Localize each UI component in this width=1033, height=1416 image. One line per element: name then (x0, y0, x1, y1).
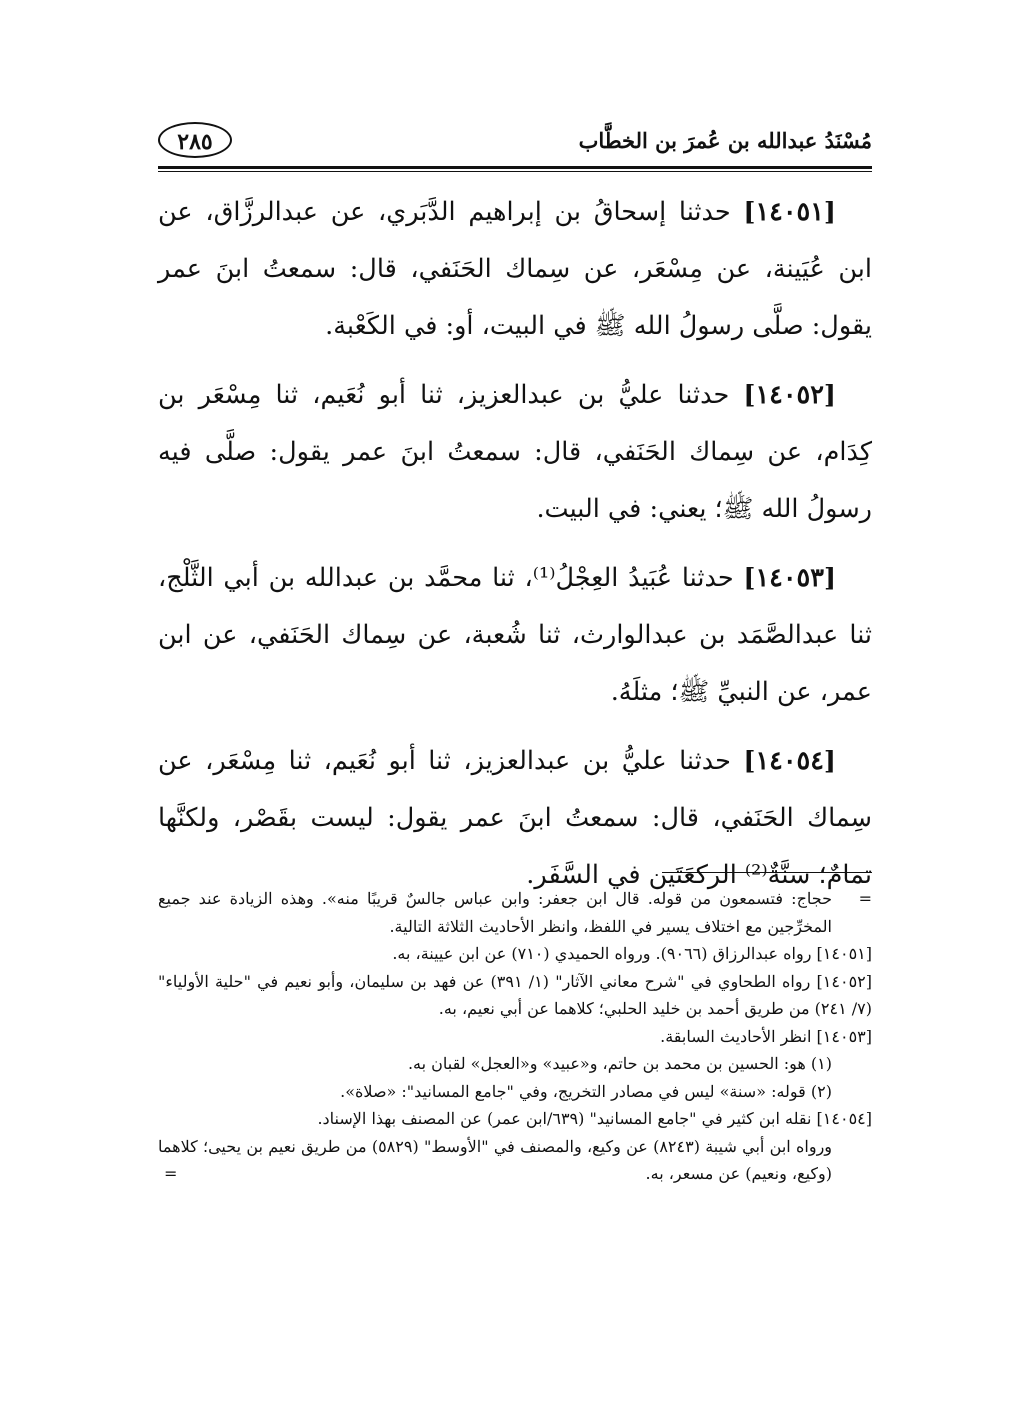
footnote-text: ورواه ابن أبي شيبة (٨٢٤٣) عن وكيع، والمصنف في "الأوسط" (٥٨٢٩) من طريق نعيم بن يحيى؛ كلاهما (وكيع، ونعيم) عن مسعر، به. (158, 1136, 833, 1183)
hadith-text: حدثنا عليُّ بن عبدالعزيز، ثنا أبو نُعَيم، ثنا مِسْعَر، عن سِماك الحَنَفي، قال: سمعتُ ابنَ عمر يقول: ليست بقَصْر، ولكنَّها تمامٌ؛ سنَّةٌ⁽²⁾ الركعَتَين في السَّفَر. (158, 746, 872, 890)
footnote-text: حجاج: فتسمعون من قوله. قال ابن جعفر: وابن عباس جالسٌ قريبًا منه». وهذه الزيادة عند جميع المخرِّجين مع اختلاف يسير في اللفظ، وانظر الأحاديث الثلاثة التالية. (158, 889, 832, 936)
footnote-subitem: (٢) قوله: «سنة» ليس في مصادر التخريج، وفي "جامع المسانيد": «صلاة». (340, 1081, 832, 1101)
end-marker: = (164, 1164, 178, 1183)
footnote-subitem: (١) هو: الحسين بن محمد بن حاتم، و«عبيد» و«العجل» لقبان به. (407, 1054, 832, 1073)
footnote-item: [١٤٠٥١] رواه عبدالرزاق (٩٠٦٦). ورواه الحميدي (٧١٠) عن ابن عيينة، به. (392, 944, 872, 963)
hadith-text: حدثنا إسحاقُ بن إبراهيم الدَّبَري، عن عبدالرزَّاق، عن ابن عُيَينة، عن مِسْعَر، عن سِماك الحَنَفي، قال: سمعتُ ابنَ عمر يقول: صلَّى رسولُ الله ﷺ في البيت، أو: في الكَعْبة. (158, 197, 872, 341)
hadith-number: [١٤٠٥٣] (743, 563, 837, 593)
page-number: ٢٨٥ (158, 122, 232, 158)
hadith-text: حدثنا عليُّ بن عبدالعزيز، ثنا أبو نُعَيم، ثنا مِسْعَر بن كِدَام، عن سِماك الحَنَفي، قال: سمعتُ ابنَ عمر يقول: صلَّى فيه رسولُ الله ﷺ؛ يعني: في البيت. (158, 380, 872, 524)
footnote-item: [١٤٠٥٤] نقله ابن كثير في "جامع المسانيد" (٦٣٩/ابن عمر) عن المصنف بهذا الإسناد. (317, 1109, 872, 1128)
main-text (158, 184, 872, 916)
hadith-entry (158, 550, 872, 721)
footnote-rule (662, 872, 872, 873)
footnote-item-continued (158, 1133, 872, 1188)
hadith-number: [١٤٠٥٢] (743, 380, 836, 410)
hadith-entry (158, 367, 872, 538)
page-header (158, 118, 872, 162)
hadith-entry (158, 184, 872, 355)
hadith-text: حدثنا عُبَيدُ العِجْلُ⁽¹⁾، ثنا محمَّد بن عبدالله بن أبي الثَّلْج، ثنا عبدالصَّمَد بن عبدالوارث، ثنا شُعبة، عن سِماك الحَنَفي، عن ابن عمر، عن النبيِّ ﷺ؛ مثلَهُ. (158, 563, 872, 707)
continuation-marker: = (858, 889, 872, 908)
footnote-continuation (158, 885, 872, 940)
header-rule (158, 166, 872, 172)
page (158, 0, 872, 1416)
footnotes (158, 872, 872, 1188)
footnote-item: [١٤٠٥٢] رواه الطحاوي في "شرح معاني الآثار" (١/ ٣٩١) عن فهد بن سليمان، وأبو نعيم في "حلية الأولياء" (٧/ ٢٤١) من طريق أحمد بن خليد الحلبي؛ كلاهما عن أبي نعيم، به. (158, 971, 873, 1018)
hadith-number: [١٤٠٥٤] (743, 746, 836, 776)
hadith-number: [١٤٠٥١] (743, 197, 836, 227)
running-title: مُسْنَدُ عبدالله بن عُمرَ بن الخطَّاب (578, 128, 872, 153)
footnote-item: [١٤٠٥٣] انظر الأحاديث السابقة. (660, 1026, 872, 1046)
